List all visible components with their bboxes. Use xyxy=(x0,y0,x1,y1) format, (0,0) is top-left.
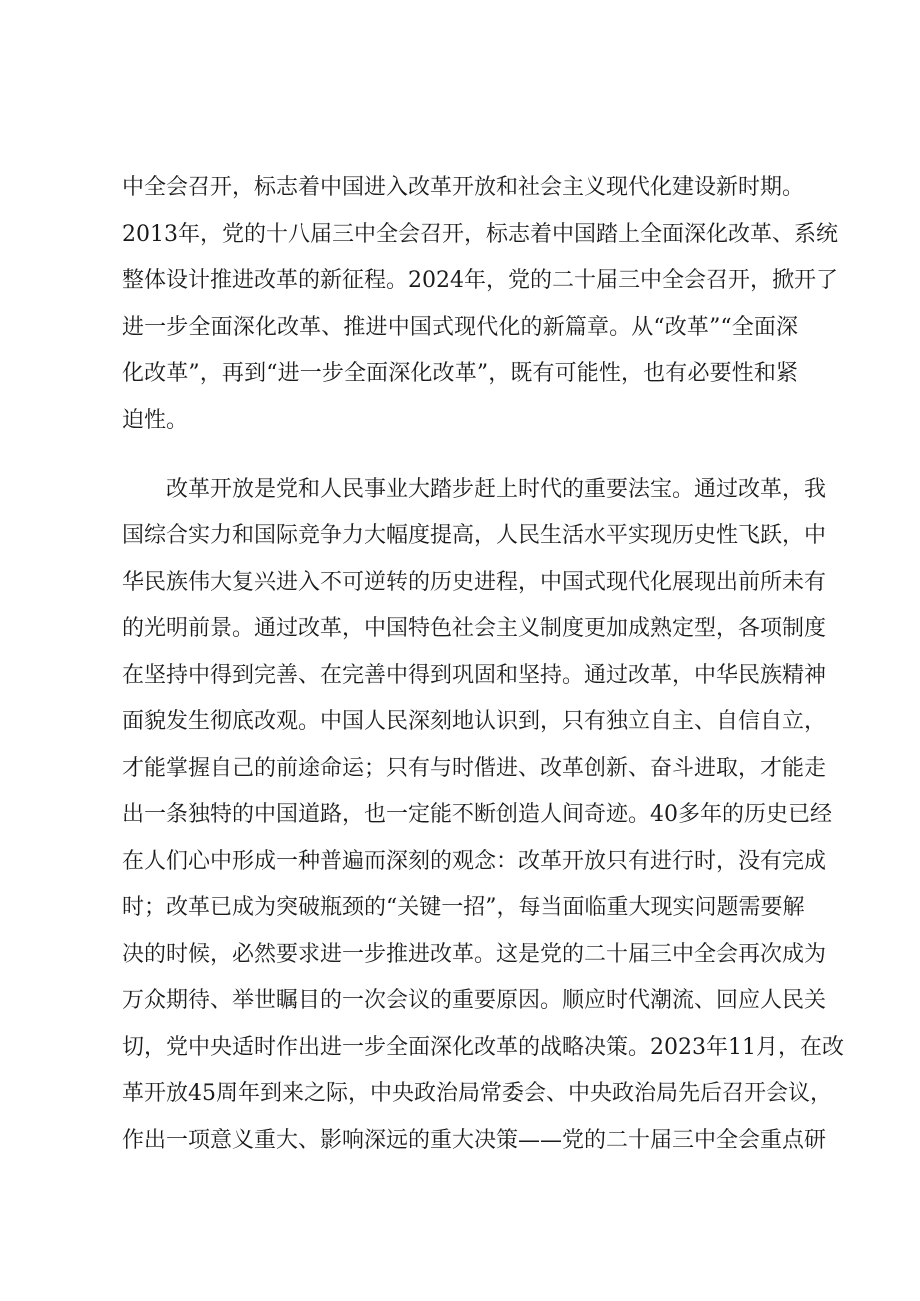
paragraph-2-line-5: 在坚持中得到完善、在完善中得到巩固和坚持。通过改革，中华民族精神 xyxy=(122,662,827,688)
paragraph-1-line-3: 整体设计推进改革的新征程。2024年，党的二十届三中全会召开，掀开了 xyxy=(122,268,838,293)
paragraph-1-line-5: 化改革”，再到“进一步全面深化改革”，既有可能性，也有必要性和紧 xyxy=(122,361,798,386)
paragraph-2-line-6: 面貌发生彻底改观。中国人民深刻地认识到，只有独立自主、自信自立， xyxy=(122,709,827,734)
paragraph-2-line-14: 革开放45周年到来之际，中央政治局常委会、中央政治局先后召开会议， xyxy=(122,1081,832,1106)
paragraph-1 xyxy=(122,165,838,444)
paragraph-1-line-6: 迫性。 xyxy=(122,407,189,433)
paragraph-2-line-12: 万众期待、举世瞩目的一次会议的重要原因。顺应时代潮流、回应人民关 xyxy=(122,988,827,1013)
section-heading xyxy=(122,420,798,467)
paragraph-2-line-11: 决的时候，必然要求进一步推进改革。这是党的二十届三中全会再次成为 xyxy=(122,941,827,967)
paragraph-2-line-7: 才能掌握自己的前途命运；只有与时偕进、改革创新、奋斗进取，才能走 xyxy=(122,755,827,781)
paragraph-2-line-2: 国综合实力和国际竞争力大幅度提高，人民生活水平实现历史性飞跃，中 xyxy=(122,523,827,548)
section-block xyxy=(122,420,844,1164)
paragraph-2-line-10: 时；改革已成为突破瓶颈的“关键一招”，每当面临重大现实问题需要解 xyxy=(122,895,805,920)
paragraph-1-line-1: 中全会召开，标志着中国进入改革开放和社会主义现代化建设新时期。 xyxy=(122,175,805,200)
paragraph-2-line-3: 华民族伟大复兴进入不可逆转的历史进程，中国式现代化展现出前所未有 xyxy=(122,569,827,595)
paragraph-2-line-15: 作出一项意义重大、影响深远的重大决策——党的二十届三中全会重点研 xyxy=(122,1127,827,1153)
paragraph-2-line-9: 在人们心中形成一种普遍而深刻的观念：改革开放只有进行时，没有完成 xyxy=(122,848,827,874)
paragraph-2-line-4: 的光明前景。通过改革，中国特色社会主义制度更加成熟定型，各项制度 xyxy=(122,616,827,641)
paragraph-1-line-4: 进一步全面深化改革、推进中国式现代化的新篇章。从“改革”“全面深 xyxy=(122,314,798,340)
paragraph-2-line-8: 出一条独特的中国道路，也一定能不断创造人间奇迹。40多年的历史已经 xyxy=(122,802,832,827)
paragraph-2-line-1: 改革开放是党和人民事业大踏步赶上时代的重要法宝。通过改革，我 xyxy=(166,476,827,502)
paragraph-1-line-2: 2013年，党的十八届三中全会召开，标志着中国踏上全面深化改革、系统 xyxy=(122,221,838,247)
paragraph-2-line-13: 切，党中央适时作出进一步全面深化改革的战略决策。2023年11月，在改 xyxy=(122,1034,844,1060)
